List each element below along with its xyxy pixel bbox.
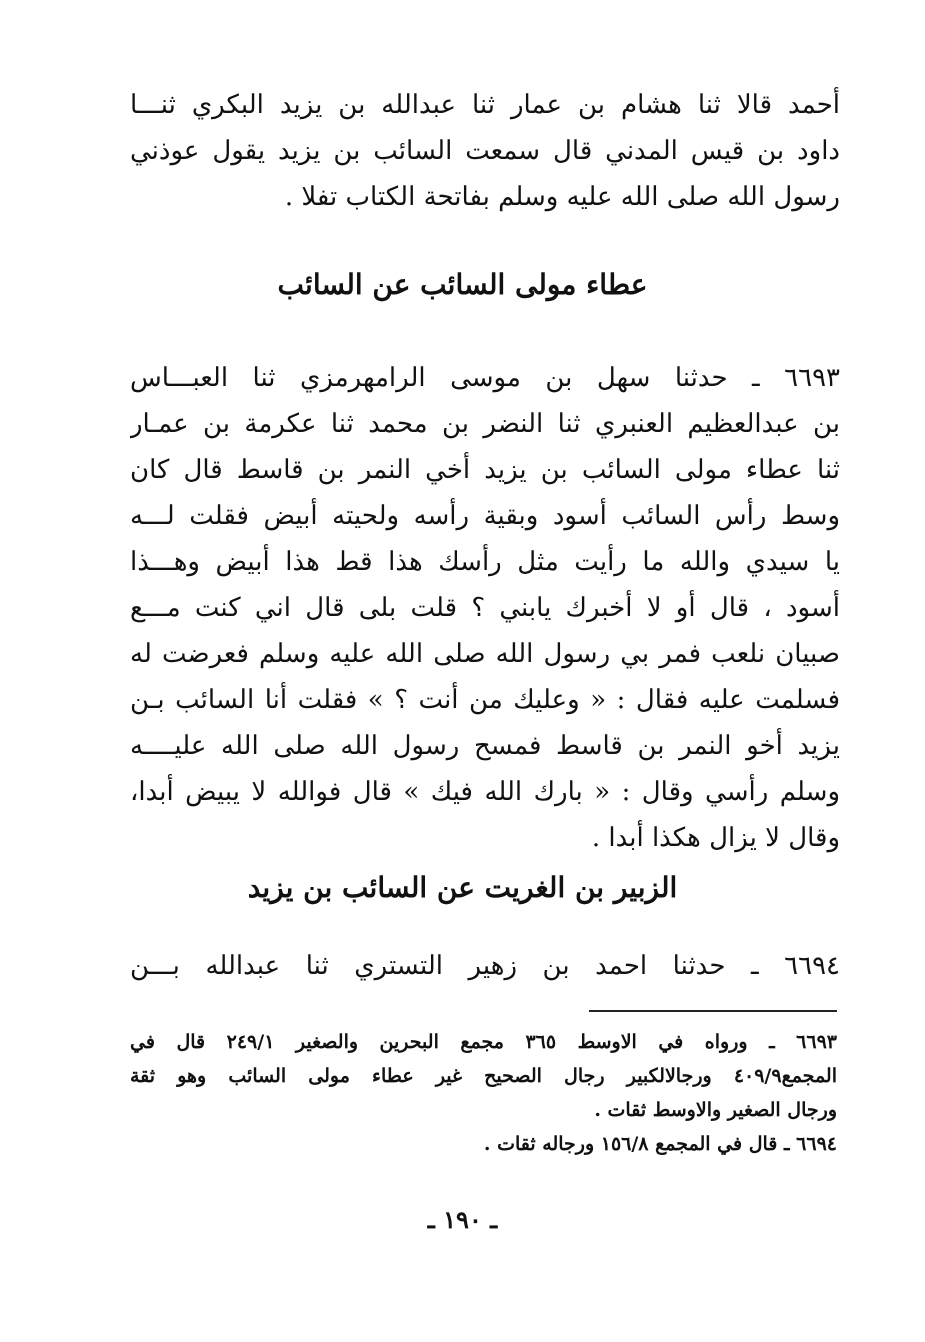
footnotes <box>130 1025 837 1161</box>
text-line: داود بن قيس المدني قال سمعت السائب بن يزيد يقول عوذني <box>130 136 840 166</box>
page-number: ـ ١٩٠ ـ <box>427 1205 498 1234</box>
footnote-line: ٦٦٩٣ ـ ورواه في الاوسط ٣٦٥ مجمع البحرين والصغير ٢٤٩/١ قال في <box>130 1031 837 1053</box>
section-heading: عطاء مولى السائب عن السائب <box>277 268 648 301</box>
footnote-divider <box>589 1010 837 1012</box>
text-line: ٦٦٩٣ ـ حدثنا سهل بن موسى الرامهرمزي ثنا العبـــاس <box>130 363 840 393</box>
text-line: صبيان نلعب فمر بي رسول الله صلى الله عليه وسلم فعرضت له <box>130 639 840 669</box>
text-line: رسول الله صلى الله عليه وسلم بفاتحة الكتاب تفلا . <box>284 182 840 212</box>
text-line: بن عبدالعظيم العنبري ثنا النضر بن محمد ثنا عكرمة بن عمـار <box>130 409 840 439</box>
footnote-line: ورجال الصغير والاوسط ثقات . <box>594 1099 837 1121</box>
section-heading: الزبير بن الغريت عن السائب بن يزيد <box>247 871 678 904</box>
text-line: أحمد قالا ثنا هشام بن عمار ثنا عبدالله بن يزيد البكري ثنـــا <box>130 90 840 120</box>
text-line: وسط رأس السائب أسود وبقية رأسه ولحيته أبيض فقلت لـــه <box>130 501 840 531</box>
top-paragraph <box>130 82 840 220</box>
text-line: ثنا عطاء مولى السائب بن يزيد أخي النمر بن قاسط قال كان <box>130 455 840 485</box>
hadith-6694 <box>130 943 840 989</box>
text-line: أسود ، قال أو لا أخبرك يابني ؟ قلت بلى قال اني كنت مـــع <box>130 593 840 623</box>
text-line: يزيد أخو النمر بن قاسط فمسح رسول الله صلى الله عليــــه <box>130 731 840 761</box>
text-line: فسلمت عليه فقال : « وعليك من أنت ؟ » فقلت أنا السائب بـن <box>130 685 840 715</box>
footnote-line: ٦٦٩٤ ـ قال في المجمع ١٥٦/٨ ورجاله ثقات . <box>483 1133 837 1155</box>
text-line: وسلم رأسي وقال : « بارك الله فيك » قال فوالله لا يبيض أبدا، <box>130 777 840 807</box>
hadith-6693 <box>130 355 840 861</box>
text-line: وقال لا يزال هكذا أبدا . <box>591 823 840 853</box>
footnote-line: المجمع٤٠٩/٩ ورجالالكبير رجال الصحيح غير عطاء مولى السائب وهو ثقة <box>130 1065 837 1087</box>
text-line: ٦٦٩٤ ـ حدثنا احمد بن زهير التستري ثنا عبدالله بـــن <box>130 951 840 981</box>
text-line: يا سيدي والله ما رأيت مثل رأسك هذا قط هذا أبيض وهـــذا <box>130 547 840 577</box>
